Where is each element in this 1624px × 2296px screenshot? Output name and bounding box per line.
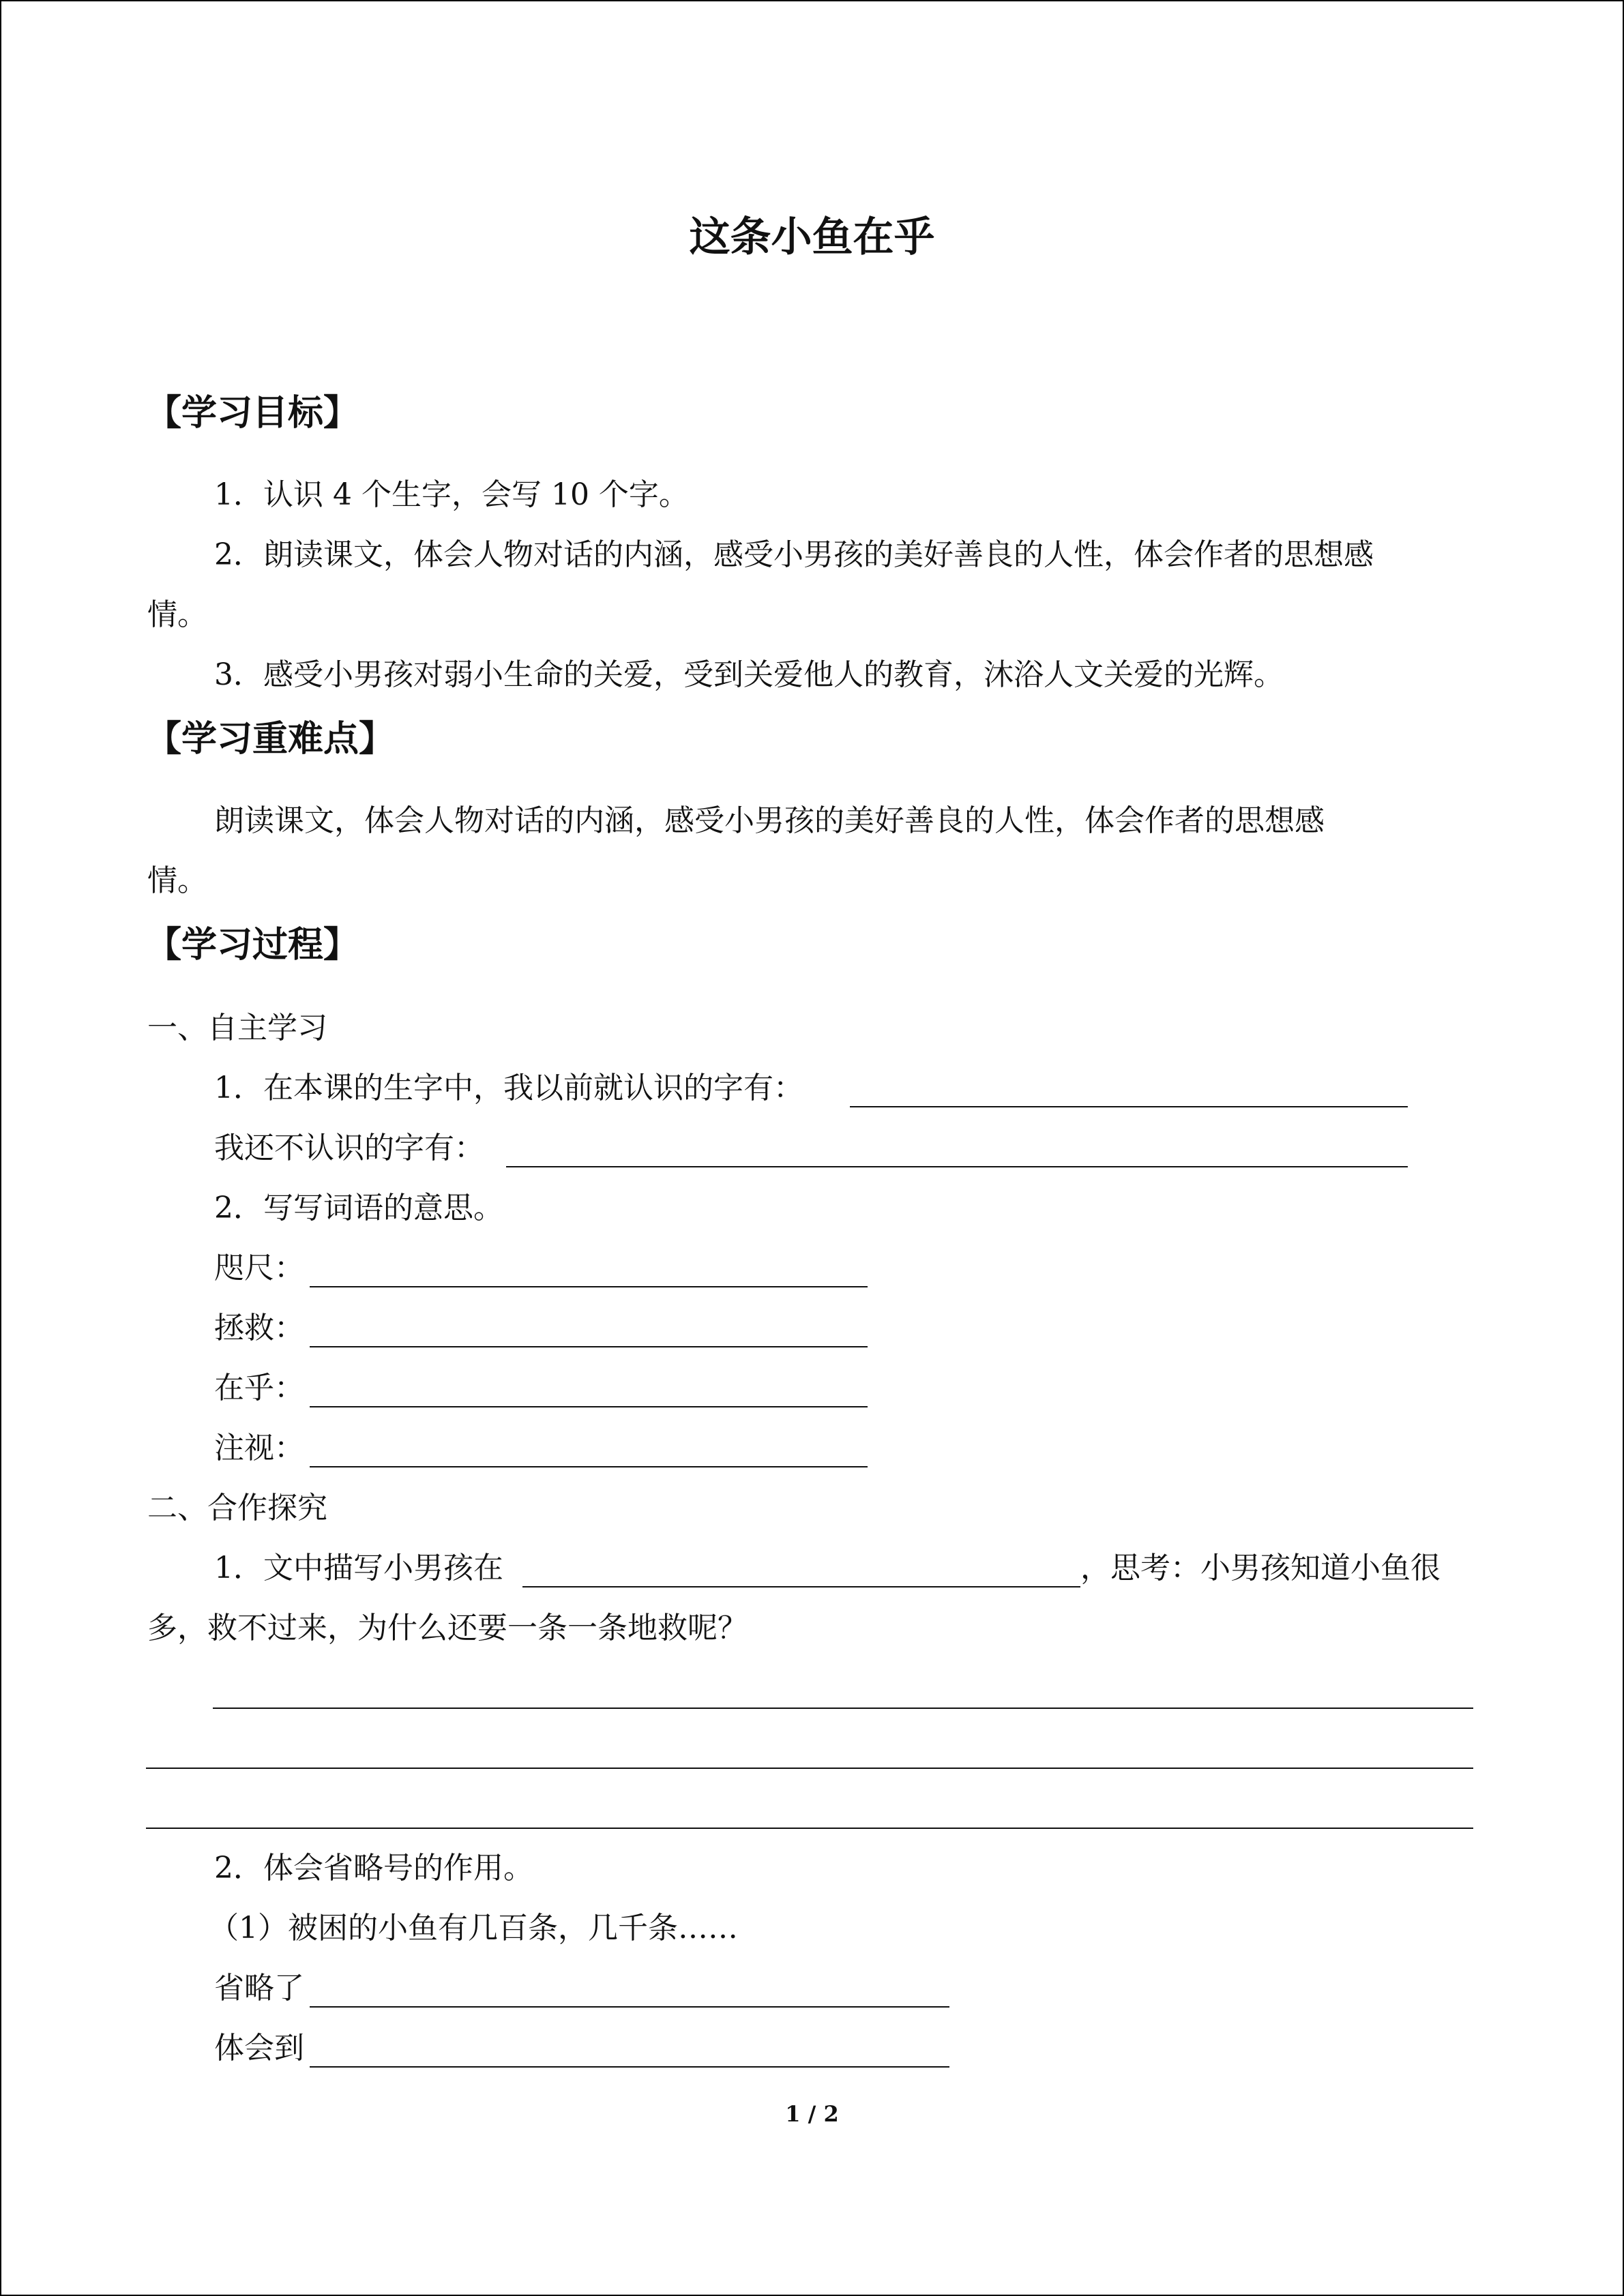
word-label-1: 咫尺： [214, 1251, 304, 1285]
inquiry-q1-inline-answer-line[interactable] [522, 1586, 1080, 1587]
process-heading: 【学习过程】 [146, 924, 359, 966]
page-number: 1 / 2 [785, 2101, 839, 2127]
key-points-heading: 【学习重难点】 [146, 718, 395, 760]
word-answer-line-1[interactable] [310, 1286, 868, 1287]
objective-item-2-line-1: 2．朗读课文，体会人物对话的内涵，感受小男孩的美好善良的人性，体会作者的思想感 [214, 537, 1374, 572]
objective-item-1: 1．认识 4 个生字，会写 10 个字。 [214, 477, 689, 512]
objective-item-3: 3．感受小男孩对弱小生命的关爱，受到关爱他人的教育，沐浴人文关爱的光辉。 [214, 657, 1284, 692]
key-points-line-1: 朗读课文，体会人物对话的内涵，感受小男孩的美好善良的人性，体会作者的思想感 [214, 803, 1325, 838]
inquiry-q1-answer-line-1[interactable] [213, 1708, 1473, 1709]
inquiry-q1-answer-line-2[interactable] [146, 1768, 1473, 1769]
objectives-heading: 【学习目标】 [146, 392, 359, 434]
inquiry-q2-sub-1: （1）被困的小鱼有几百条，几千条…… [209, 1911, 738, 1945]
word-meaning-prompt: 2．写写词语的意思。 [214, 1191, 503, 1225]
word-label-4: 注视： [214, 1431, 304, 1465]
inquiry-q1-suffix: ，思考：小男孩知道小鱼很 [1080, 1551, 1441, 1585]
word-label-3: 在乎： [214, 1371, 304, 1405]
word-answer-line-3[interactable] [310, 1406, 868, 1407]
unknown-chars-label: 我还不认识的字有： [214, 1131, 484, 1165]
inquiry-q2: 2．体会省略号的作用。 [214, 1851, 533, 1885]
known-chars-answer-line[interactable] [850, 1106, 1408, 1107]
inquiry-q1-answer-line-3[interactable] [146, 1828, 1473, 1829]
word-answer-line-4[interactable] [310, 1466, 868, 1467]
inquiry-q1-prefix: 1．文中描写小男孩在 [214, 1551, 503, 1585]
inquiry-q1-line-2: 多，救不过来，为什么还要一条一条地救呢？ [147, 1611, 748, 1645]
objective-item-2-line-2: 情。 [147, 597, 207, 632]
unknown-chars-answer-line[interactable] [506, 1166, 1408, 1167]
omitted-answer-line[interactable] [310, 2006, 949, 2008]
realized-label: 体会到 [214, 2031, 304, 2066]
word-answer-line-2[interactable] [310, 1346, 868, 1347]
section-1-title: 一、自主学习 [147, 1011, 327, 1045]
realized-answer-line[interactable] [310, 2066, 949, 2068]
omitted-label: 省略了 [214, 1971, 304, 2006]
key-points-line-2: 情。 [147, 863, 207, 898]
section-2-title: 二、合作探究 [147, 1491, 327, 1525]
known-chars-label: 1．在本课的生字中，我以前就认识的字有： [214, 1071, 803, 1105]
word-label-2: 拯救： [214, 1311, 304, 1345]
document-title: 这条小鱼在乎 [689, 213, 935, 261]
